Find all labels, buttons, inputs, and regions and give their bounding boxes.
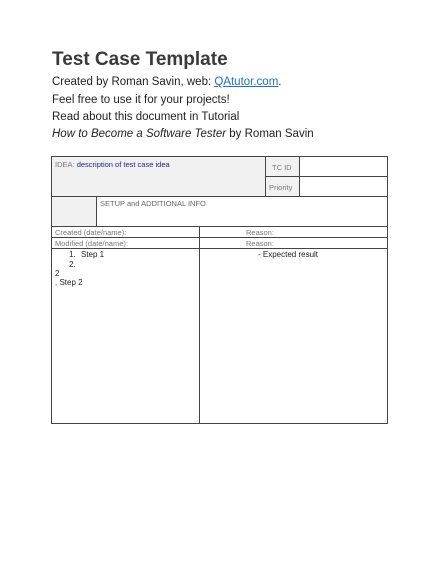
website-link[interactable]: QAtutor.com xyxy=(214,76,279,88)
test-case-form xyxy=(51,156,388,424)
step-1-number: 1. xyxy=(69,250,76,259)
tc-id-field[interactable] xyxy=(300,157,387,177)
idea-value: description of test case idea xyxy=(76,160,170,169)
step-2-number: 2. xyxy=(69,260,76,269)
tutorial-author: by Roman Savin xyxy=(226,128,314,140)
author-suffix: . xyxy=(278,76,282,88)
step-2-fragment: 2 xyxy=(55,269,60,278)
modified-label[interactable]: Modified (date/name): xyxy=(52,238,200,249)
tutorial-note: Read about this document in Tutorial xyxy=(52,111,240,123)
step-1-text: Step 1 xyxy=(81,250,105,259)
tutorial-title-line xyxy=(52,128,314,140)
idea-label: IDEA: xyxy=(55,160,75,169)
author-text: Created by Roman Savin, web: xyxy=(52,76,215,88)
reason-label-2[interactable]: Reason: xyxy=(200,238,387,249)
tutorial-title: How to Become a Software Tester xyxy=(52,128,227,140)
priority-field[interactable] xyxy=(300,177,387,197)
setup-field[interactable] xyxy=(97,197,387,227)
setup-label: SETUP and ADDITIONAL INFO xyxy=(100,199,206,208)
created-label[interactable]: Created (date/name): xyxy=(52,227,200,238)
priority-label: Priority xyxy=(266,177,300,197)
document-title: Test Case Template xyxy=(52,49,228,70)
usage-note: Feel free to use it for your projects! xyxy=(52,94,230,106)
steps-cell[interactable] xyxy=(52,249,200,423)
expected-result: - Expected result xyxy=(258,250,319,259)
step-2-text: . Step 2 xyxy=(55,278,83,287)
tc-id-label: TC ID xyxy=(266,157,300,177)
setup-label-cell xyxy=(52,197,97,227)
idea-cell[interactable] xyxy=(52,157,266,197)
reason-label-1[interactable]: Reason: xyxy=(200,227,387,238)
expected-results-cell[interactable] xyxy=(200,249,387,423)
author-line xyxy=(52,76,281,88)
